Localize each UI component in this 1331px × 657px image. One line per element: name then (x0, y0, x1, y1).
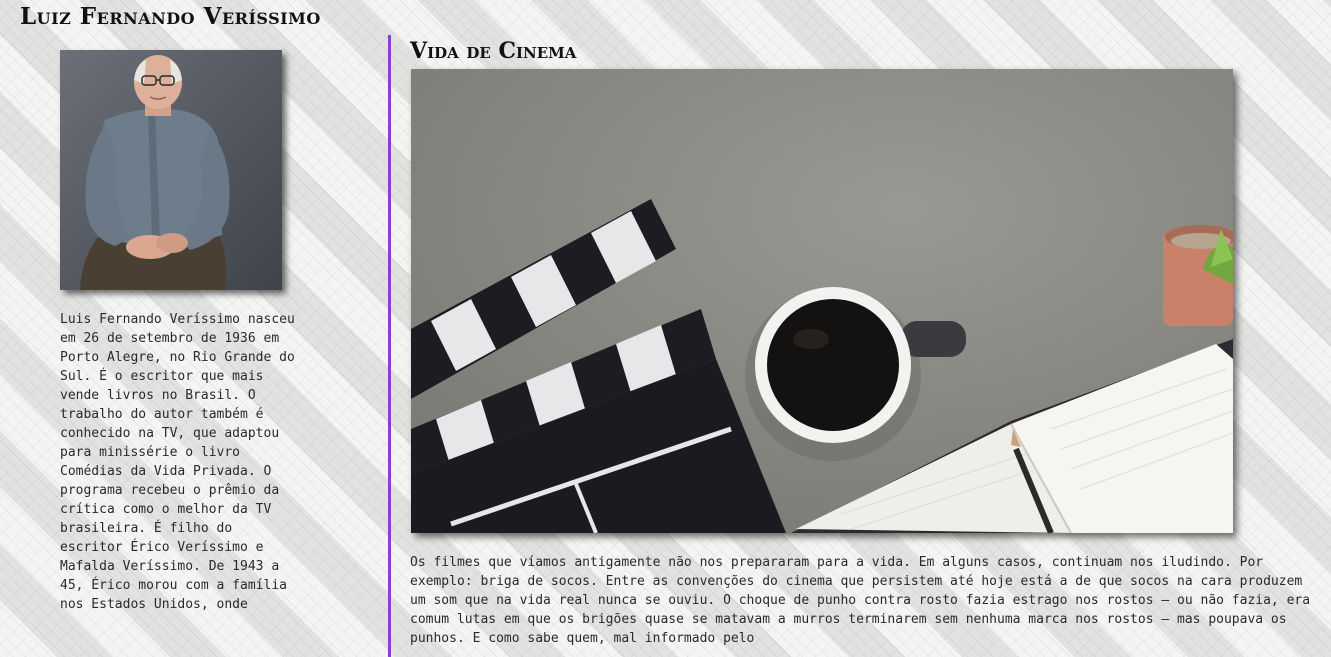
article-title: Vida de Cinema (410, 38, 577, 64)
cinema-still-life-illustration (411, 69, 1233, 533)
author-name: Luiz Fernando Veríssimo (20, 3, 321, 30)
author-column (0, 0, 389, 657)
article-column (410, 0, 1320, 657)
author-bio: Luis Fernando Veríssimo nasceu em 26 de setembro de 1936 em Porto Alegre, no Rio Grande do Sul. É o escritor que mais vende livros no Brasil. O trabalho do autor também é conhecido na TV, que adaptou para minissérie o livro Comédias da Vida Privada. O programa recebeu o prêmio da crítica como o melhor da TV brasileira. É filho do escritor Érico Veríssimo e Mafalda Veríssimo. De 1943 a 45, Érico morou com a família nos Estados Unidos, onde (60, 312, 295, 612)
article-text: Os filmes que víamos antigamente não nos prepararam para a vida. Em alguns casos, continuam nos iludindo. Por exemplo: briga de socos. Entre as convenções do cinema que persistem até hoje está a de que socos na cara produzem um som que na vida real nunca se ouviu. O choque de punho contra rosto fazia estrago nos rostos — ou não fazia, era comum lutas em que os brigões quase se matavam a murros terminarem sem nenhuma marca nos rostos — mas poupava os punhos. E como sabe quem, mal informado pelo (410, 555, 1311, 646)
plant-pot-icon (1163, 225, 1233, 326)
article-image (411, 69, 1233, 533)
column-divider (388, 35, 391, 657)
author-photo (60, 50, 282, 290)
author-photo-illustration (60, 50, 282, 290)
